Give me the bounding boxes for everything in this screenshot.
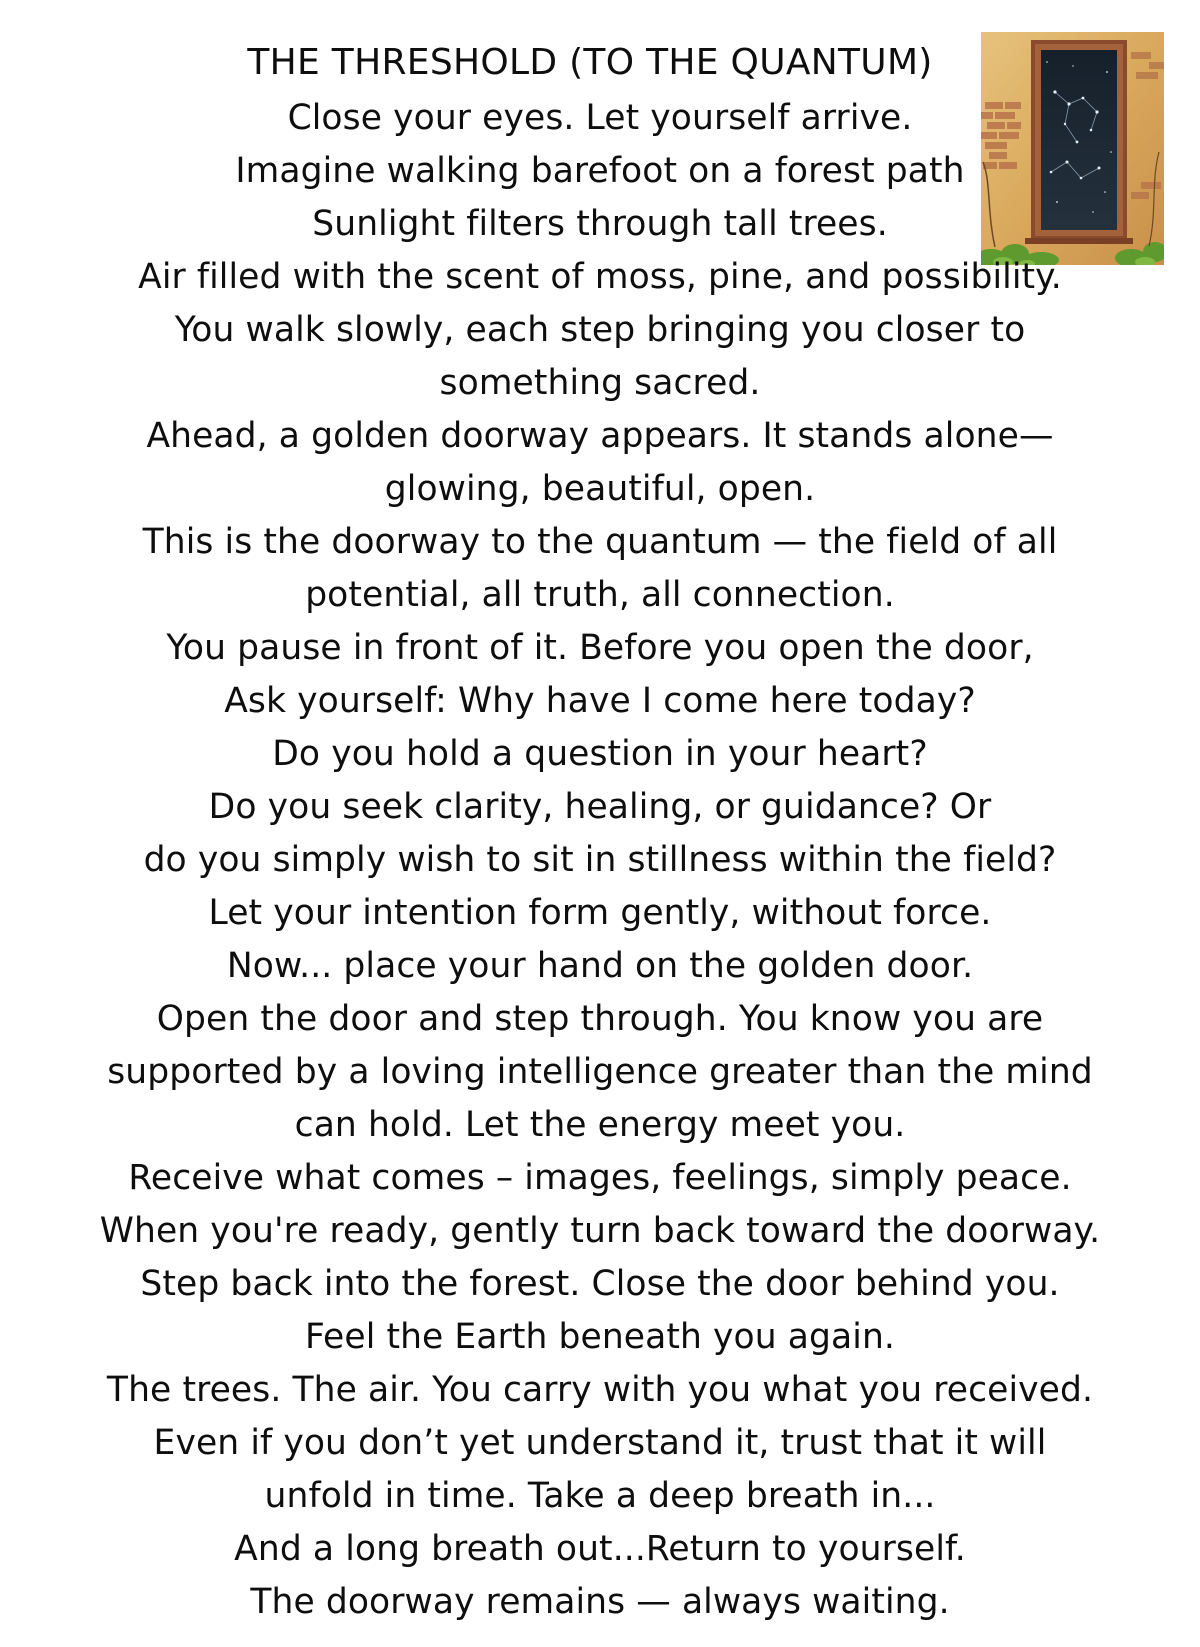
poem-title-text: THE THRESHOLD (TO THE QUANTUM) xyxy=(247,42,933,83)
poem-line: glowing, beautiful, open. xyxy=(384,469,816,509)
poem-line: And a long breath out...Return to yourself. xyxy=(234,1529,966,1569)
poem-line: Now... place your hand on the golden door. xyxy=(226,946,974,986)
poem-line: Ahead, a golden doorway appears. It stands alone— xyxy=(146,416,1054,456)
poem-line: The trees. The air. You carry with you what you received. xyxy=(106,1370,1094,1410)
poem-line: potential, all truth, all connection. xyxy=(305,575,895,615)
poem-line: Feel the Earth beneath you again. xyxy=(304,1317,895,1357)
poem-line: Sunlight filters through tall trees. xyxy=(312,204,888,244)
poem-line: Ask yourself: Why have I come here today? xyxy=(224,681,976,721)
poem-line: unfold in time. Take a deep breath in... xyxy=(264,1476,936,1516)
poem-body xyxy=(0,92,1200,1629)
poem-line: Receive what comes – images, feelings, simply peace. xyxy=(128,1158,1072,1198)
poem-line: You pause in front of it. Before you open the door, xyxy=(166,628,1034,668)
poem-line: do you simply wish to sit in stillness within the field? xyxy=(143,840,1057,880)
poem-line: Air filled with the scent of moss, pine, and possibility. xyxy=(138,257,1062,297)
poem-line: This is the doorway to the quantum — the field of all xyxy=(142,522,1058,562)
poem-line: can hold. Let the energy meet you. xyxy=(294,1105,906,1145)
poem-line: Step back into the forest. Close the door behind you. xyxy=(140,1264,1060,1304)
poem-line: Imagine walking barefoot on a forest path xyxy=(235,151,965,191)
poem-line: Let your intention form gently, without force. xyxy=(208,893,992,933)
poem-line: The doorway remains — always waiting. xyxy=(250,1582,950,1622)
poem-line: Do you seek clarity, healing, or guidance? Or xyxy=(208,787,992,827)
poem-line: something sacred. xyxy=(439,363,761,403)
poem-line: You walk slowly, each step bringing you closer to xyxy=(174,310,1026,350)
poem-line: Open the door and step through. You know you are xyxy=(156,999,1044,1039)
poem-line: Do you hold a question in your heart? xyxy=(272,734,928,774)
poem-line: supported by a loving intelligence greater than the mind xyxy=(107,1052,1093,1092)
poem-line: Even if you don’t yet understand it, trust that it will xyxy=(153,1423,1047,1463)
poem-line: When you're ready, gently turn back toward the doorway. xyxy=(99,1211,1101,1251)
poem-line: Close your eyes. Let yourself arrive. xyxy=(287,98,913,138)
